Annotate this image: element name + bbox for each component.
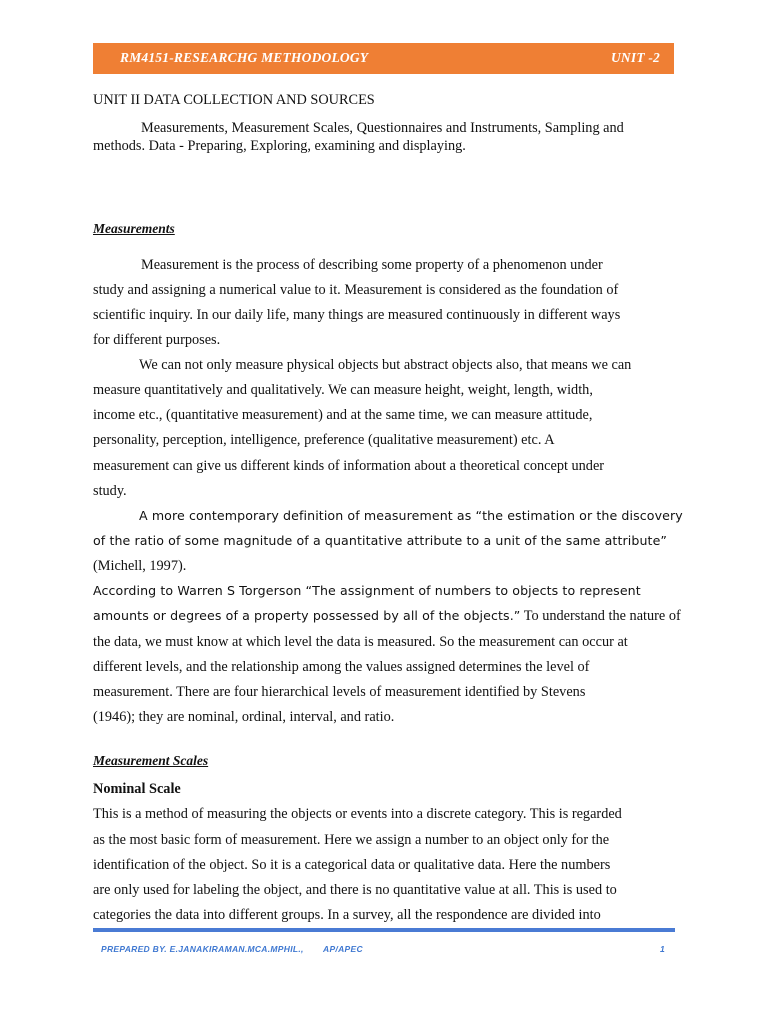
paragraph-line: study. — [93, 483, 127, 499]
quote-line: A more contemporary definition of measurement as “the estimation or the discovery — [139, 508, 683, 523]
paragraph-line: as the most basic form of measurement. Here we assign a number to an object only for the — [93, 832, 610, 848]
paragraph-line — [93, 607, 681, 625]
paragraph-line: We can not only measure physical objects but abstract objects also, that means we can — [139, 357, 632, 373]
paragraph-line: the data, we must know at which level the data is measured. So the measurement can occur at — [93, 634, 628, 650]
paragraph-line: personality, perception, intelligence, preference (qualitative measurement) etc. A — [93, 432, 555, 448]
page-header — [93, 43, 674, 74]
paragraph-line: measurement can give us different kinds of information about a theoretical concept under — [93, 458, 605, 474]
paragraph-line: identification of the object. So it is a categorical data or qualitative data. Here the numbers — [93, 857, 611, 873]
paragraph-line: income etc., (quantitative measurement) and at the same time, we can measure attitude, — [93, 407, 593, 423]
page-number: 1 — [660, 944, 666, 954]
paragraph-line: Measurement is the process of describing some property of a phenomenon under — [141, 257, 603, 273]
section-heading-measurements: Measurements — [93, 221, 175, 236]
quote-line: of the ratio of some magnitude of a quantitative attribute to a unit of the same attribute” — [93, 533, 668, 548]
quote-line: According to Warren S Torgerson “The assignment of numbers to objects to represent — [93, 583, 641, 598]
paragraph-line: (1946); they are nominal, ordinal, interval, and ratio. — [93, 709, 395, 725]
footer-rule — [93, 928, 675, 932]
paragraph-line: are only used for labeling the object, and there is no quantitative value at all. This is used to — [93, 882, 617, 898]
unit-label: UNIT -2 — [610, 50, 660, 65]
paragraph-line: measure quantitatively and qualitatively. We can measure height, weight, length, width, — [93, 382, 593, 398]
course-title: RM4151-RESEARCHG METHODOLOGY — [120, 50, 369, 65]
section-heading-measurement-scales: Measurement Scales — [93, 753, 209, 768]
quote-text: amounts or degrees of a property possessed by all of the objects.” — [93, 608, 521, 623]
paragraph-line: different levels, and the relationship among the values assigned determines the level of — [93, 659, 590, 675]
citation-line: (Michell, 1997). — [93, 558, 187, 574]
paragraph-line: for different purposes. — [93, 332, 221, 348]
paragraph-line: scientific inquiry. In our daily life, many things are measured continuously in different ways — [93, 307, 621, 323]
syllabus-line: Measurements, Measurement Scales, Questionnaires and Instruments, Sampling and — [141, 120, 624, 136]
paragraph-line: categories the data into different groups. In a survey, all the respondence are divided into — [93, 907, 601, 923]
syllabus-line: methods. Data - Preparing, Exploring, examining and displaying. — [93, 138, 466, 154]
subheading-nominal-scale: Nominal Scale — [93, 781, 181, 797]
paragraph-line: study and assigning a numerical value to it. Measurement is considered as the foundation of — [93, 282, 619, 298]
paragraph-line: measurement. There are four hierarchical levels of measurement identified by Stevens — [93, 684, 586, 700]
paragraph-text: To understand the nature of — [520, 608, 681, 624]
footer-prepared-by: PREPARED BY. E.JANAKIRAMAN.MCA.MPHIL., — [101, 944, 304, 954]
paragraph-line: This is a method of measuring the objects or events into a discrete category. This is regarded — [93, 806, 622, 822]
unit-title: UNIT II DATA COLLECTION AND SOURCES — [93, 92, 375, 108]
footer-designation: AP/APEC — [323, 944, 363, 954]
